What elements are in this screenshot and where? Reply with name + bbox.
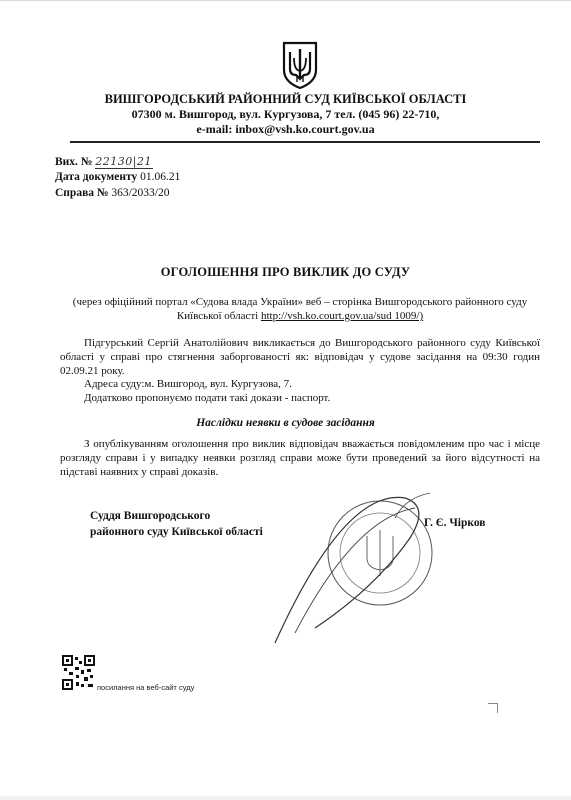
document-date-value: 01.06.21 [140,171,181,183]
case-number-line [55,187,169,199]
court-website-link[interactable]: http://vsh.ko.court.gov.ua/sud 1009/) [260,310,424,322]
signatory-title-line2: районного суду Київської області [90,526,263,538]
court-email: e-mail: inbox@vsh.ko.court.gov.ua [196,122,375,136]
court-seal-stamp [255,478,435,653]
court-address: 07300 м. Вишгород, вул. Кургузова, 7 тел. (045 96) 22-710, [131,107,440,121]
notice-intro-text: (через офіційний портал «Судова влада України» веб – сторінка Вишгородського районного суду Київської області [72,296,528,322]
summons-paragraph: Підгурський Сергій Анатолійович викликається до Вишгородського районного суду Київської області у справі про стягнення заборгованості як: відповідач у судове засідання на 09:30 годин 02.09.21 року. [60,337,540,377]
document-date-line [55,171,180,183]
qr-code-icon [62,655,95,690]
corner-mark [488,703,498,713]
page-bottom-edge [0,796,571,800]
ukraine-coat-of-arms-icon [281,40,319,90]
header-divider [70,141,540,143]
outgoing-number-value: 22130|21 [95,155,152,168]
page-top-edge [0,0,571,1]
case-number-value: 363/2033/20 [111,187,170,199]
outgoing-number-label: Вих. № [55,156,93,168]
notice-title: ОГОЛОШЕННЯ ПРО ВИКЛИК ДО СУДУ [160,265,411,279]
consequences-paragraph: З опублікуванням оголошення про виклик відповідач вважається повідомленим про час і місце розгляду справи і у випадку неявки розгляд справи може бути проведений за його відсутності на підставі наявних у справі доказів. [60,438,540,478]
case-number-label: Справа № [55,187,109,199]
qr-caption: посилання на веб-сайт суду [97,683,195,692]
judge-name: Г. Є. Чірков [424,517,486,529]
evidence-line: Додатково пропонуємо подати такі докази - паспорт. [84,392,331,404]
court-address-line: Адреса суду:м. Вишгород, вул. Кургузова, 7. [84,378,292,390]
court-name: ВИШГОРОДСЬКИЙ РАЙОННИЙ СУД КИЇВСЬКОЇ ОБЛАСТІ [104,92,467,106]
document-date-label: Дата документу [55,171,138,183]
notice-intro [60,295,540,323]
signatory-title-line1: Суддя Вишгородського [90,510,211,522]
outgoing-number-line [55,155,153,169]
signatory-title [90,508,263,540]
consequences-heading: Наслідки неявки в судове засідання [196,417,375,429]
